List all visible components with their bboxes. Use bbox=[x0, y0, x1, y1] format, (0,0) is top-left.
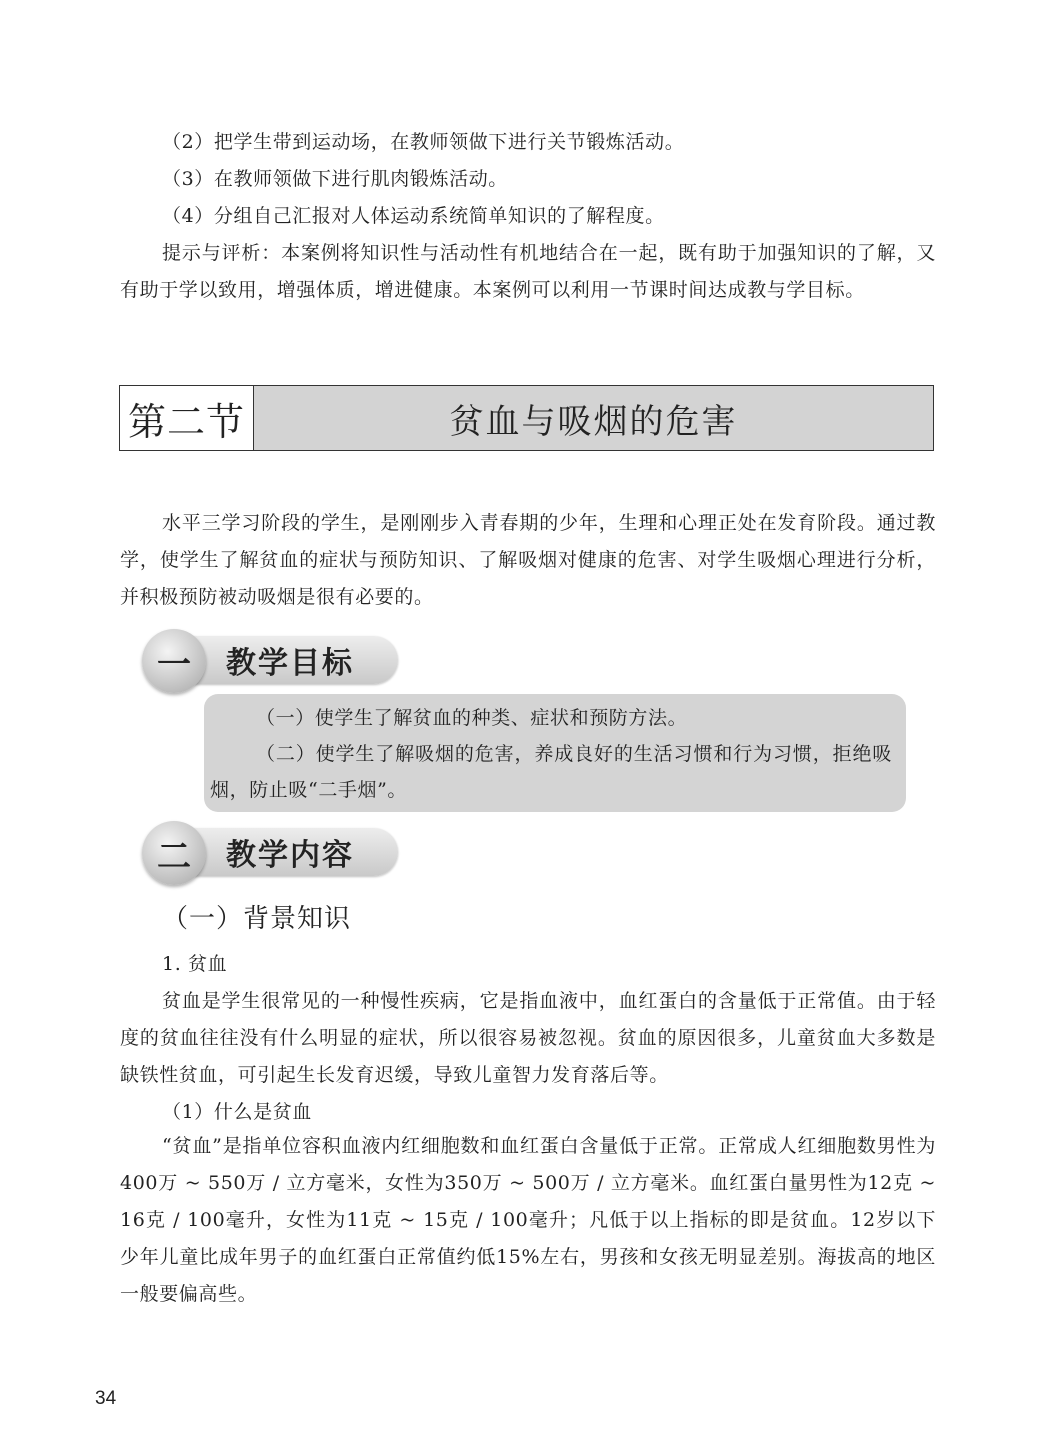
heading-teaching-goals bbox=[142, 634, 400, 694]
heading-label: 教学目标 bbox=[226, 646, 354, 681]
heading-number-badge: 二 bbox=[142, 821, 206, 885]
list-item-3: （3）在教师领做下进行肌肉锻炼活动。 bbox=[162, 168, 508, 190]
intro-paragraph: 水平三学习阶段的学生，是刚刚步入青春期的少年，生理和心理正处在发育阶段。通过教学，使学生了解贫血的症状与预防知识、了解吸烟对健康的危害、对学生吸烟心理进行分析，并积极预防被动吸烟是很有必要的。 bbox=[120, 512, 936, 608]
heading-number-badge: 一 bbox=[142, 629, 206, 693]
list-item-2: （2）把学生带到运动场，在教师领做下进行关节锻炼活动。 bbox=[162, 131, 685, 153]
list-item-4: （4）分组自己汇报对人体运动系统简单知识的了解程度。 bbox=[162, 205, 665, 227]
goals-box bbox=[204, 694, 906, 812]
section-number: 第二节 bbox=[120, 386, 254, 450]
heading-label: 教学内容 bbox=[226, 838, 354, 873]
heading-teaching-content bbox=[142, 826, 400, 886]
anemia-paragraph: 贫血是学生很常见的一种慢性疾病，它是指血液中，血红蛋白的含量低于正常值。由于轻度的贫血往往没有什么明显的症状，所以很容易被忽视。贫血的原因很多，儿童贫血大多数是缺铁性贫血，可引起生长发育迟缓，导致儿童智力发育落后等。 bbox=[120, 990, 936, 1086]
goal-item-2: （二）使学生了解吸烟的危害，养成良好的生活习惯和行为习惯，拒绝吸烟，防止吸“二手烟”。 bbox=[210, 743, 892, 801]
tip-paragraph: 提示与评析：本案例将知识性与活动性有机地结合在一起，既有助于加强知识的了解，又有助于学以致用，增强体质，增进健康。本案例可以利用一节课时间达成教与学目标。 bbox=[120, 242, 936, 301]
page-number: 34 bbox=[95, 1388, 117, 1409]
goal-item-1: （一）使学生了解贫血的种类、症状和预防方法。 bbox=[256, 707, 688, 729]
section-header bbox=[119, 385, 934, 451]
sub-item-title: （1）什么是贫血 bbox=[162, 1101, 312, 1123]
item-title-anemia: 1. 贫血 bbox=[162, 953, 228, 975]
definition-paragraph: “贫血”是指单位容积血液内红细胞数和血红蛋白含量低于正常。正常成人红细胞数男性为400万 ~ 550万 / 立方毫米，女性为350万 ~ 500万 / 立方毫米。血红蛋白量男性为12克 ~ 16克 / 100毫升，女性为11克 ~ 15克 / 100毫升；凡低于以上指标的即是贫血。12岁以下少年儿童比成年男子的血红蛋白正常值约低15%左右，男孩和女孩无明显差别。海拔高的地区一般要偏高些。 bbox=[120, 1135, 936, 1305]
section-title: 贫血与吸烟的危害 bbox=[254, 386, 933, 450]
subheading-background: （一）背景知识 bbox=[162, 904, 352, 934]
